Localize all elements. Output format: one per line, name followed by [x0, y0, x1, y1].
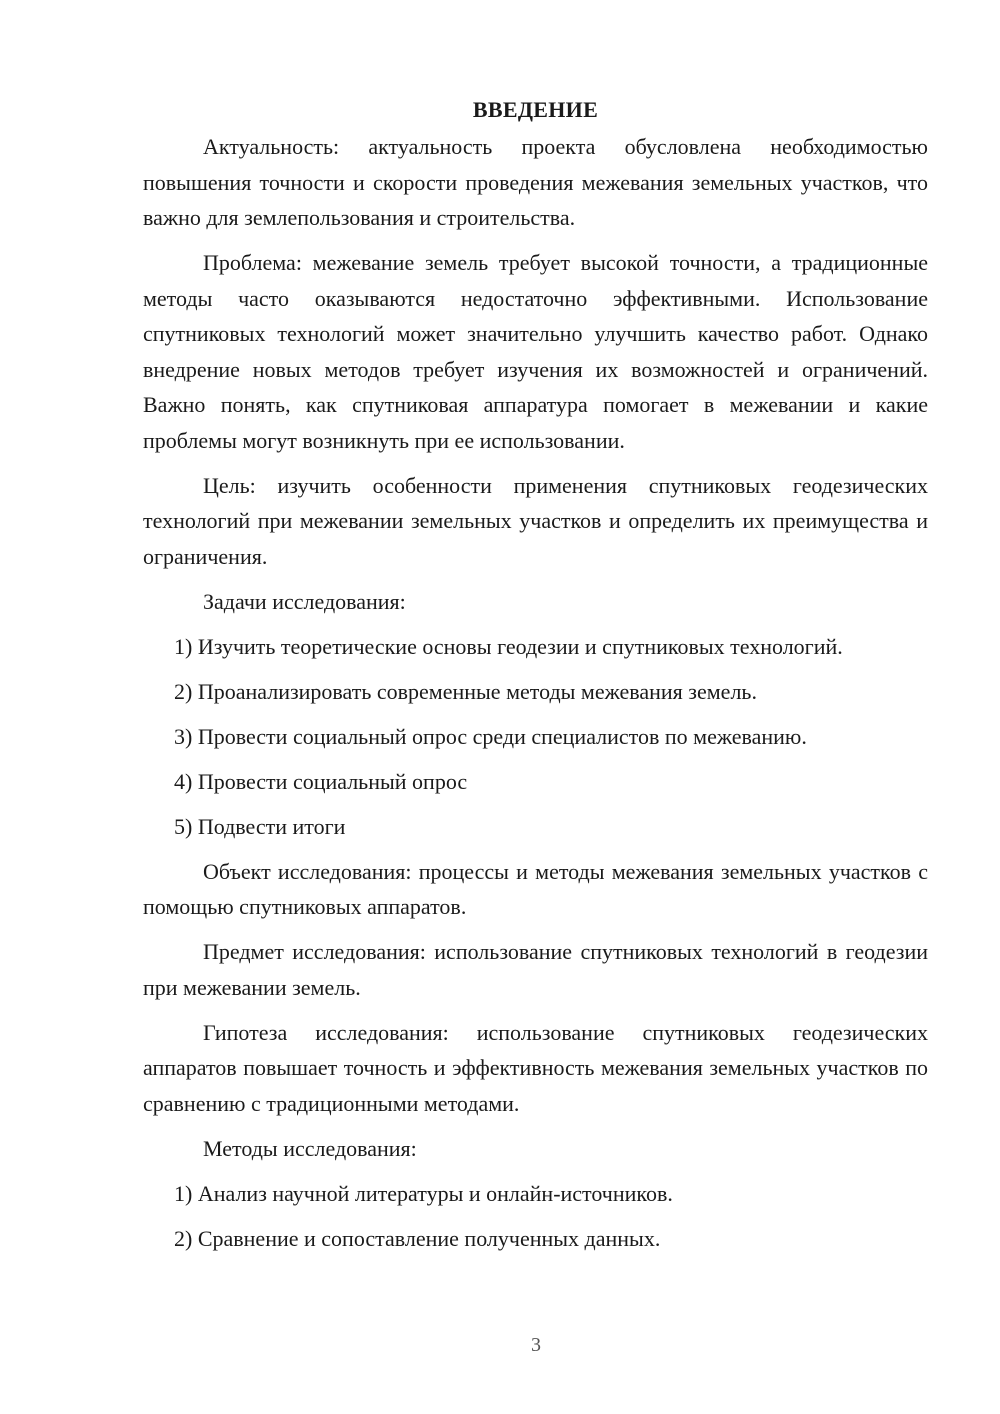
tasks-heading: Задачи исследования: — [203, 588, 406, 614]
list-item: 2) Сравнение и сопоставление полученных данных. — [174, 1225, 661, 1251]
page-number: 3 — [531, 1334, 541, 1356]
page-title: ВВЕДЕНИЕ — [472, 97, 599, 122]
hypothesis-paragraph: Гипотеза исследования: использование спутниковых геодезических аппаратов повышает точность и эффективность межевания земельных участков по сравнению с традиционными методами. — [143, 1019, 928, 1116]
goal-paragraph: Цель: изучить особенности применения спутниковых геодезических технологий при межевании земельных участков и определить их преимущества и ограничения. — [143, 472, 928, 569]
object-paragraph: Объект исследования: процессы и методы межевания земельных участков с помощью спутниковых аппаратов. — [143, 858, 928, 919]
list-item: 5) Подвести итоги — [174, 813, 346, 839]
methods-list — [143, 1176, 928, 1257]
document-page — [143, 92, 928, 1266]
subject-paragraph: Предмет исследования: использование спутниковых технологий в геодезии при межевании земель. — [143, 939, 928, 1000]
relevance-paragraph: Актуальность: актуальность проекта обусловлена необходимостью повышения точности и скорости проведения межевания земельных участков, что важно для землепользования и строительства. — [143, 134, 928, 230]
list-item: 2) Проанализировать современные методы межевания земель. — [174, 678, 757, 704]
methods-heading: Методы исследования: — [203, 1135, 417, 1161]
list-item: 4) Провести социальный опрос — [174, 768, 468, 794]
tasks-list — [143, 629, 928, 845]
list-item: 3) Провести социальный опрос среди специалистов по межеванию. — [174, 723, 807, 749]
list-item: 1) Анализ научной литературы и онлайн-источников. — [174, 1180, 673, 1206]
list-item: 1) Изучить теоретические основы геодезии и спутниковых технологий. — [174, 633, 843, 659]
problem-paragraph: Проблема: межевание земель требует высокой точности, а традиционные методы часто оказываются недостаточно эффективными. Использование спутниковых технологий может значительно улучшить качество работ. Однако внедрение новых методов требует изучения их возможностей и ограничений. Важно понять, как спутниковая аппаратура помогает в межевании и какие проблемы могут возникнуть при ее использовании. — [143, 250, 928, 453]
